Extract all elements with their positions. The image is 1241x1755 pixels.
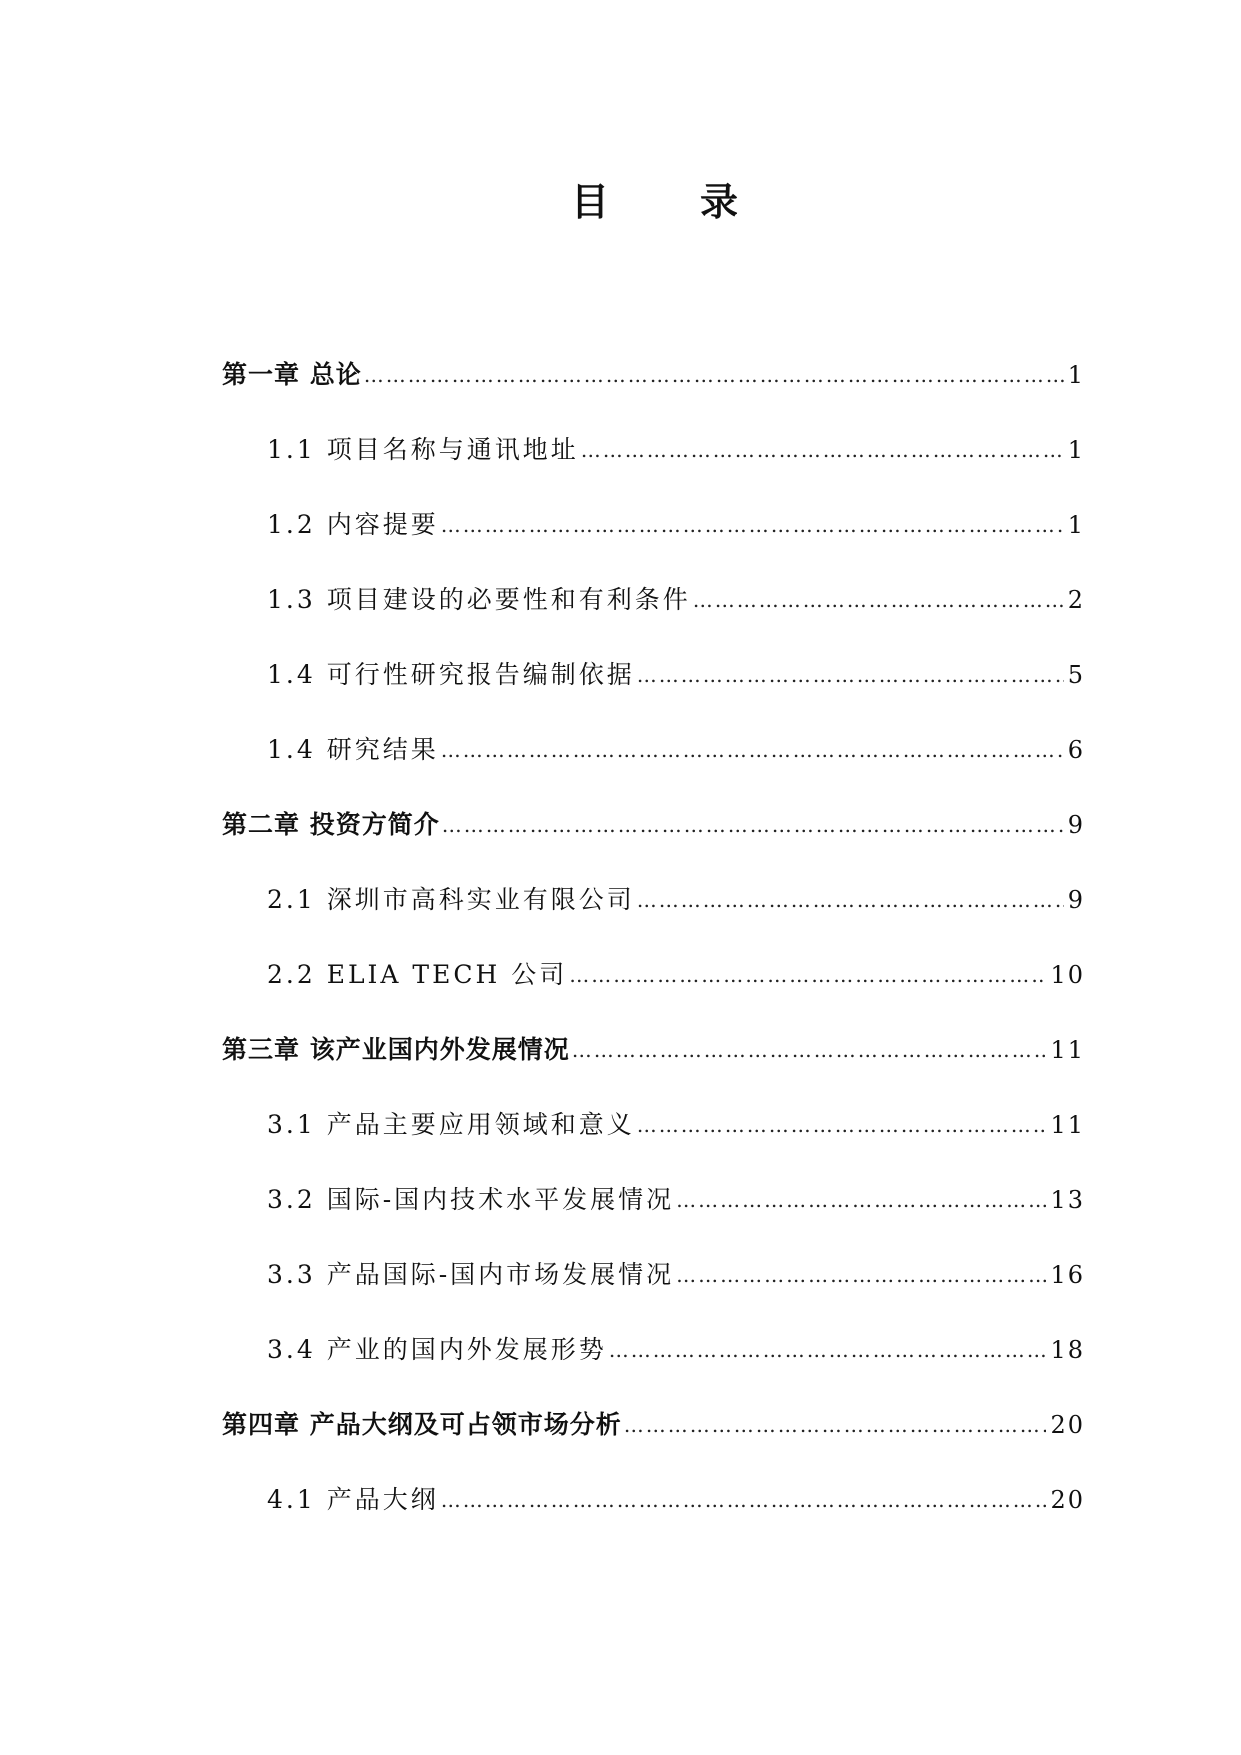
- toc-entry-section-1-1[interactable]: [267, 430, 1085, 470]
- toc-entry-section-1-4b[interactable]: [267, 730, 1085, 770]
- toc-entry-label: 1.4 研究结果: [267, 735, 439, 764]
- toc-entry-label: 3.4 产业的国内外发展形势: [267, 1335, 607, 1364]
- toc-dot-leader: [581, 430, 1064, 470]
- toc-entry-page-number: 10: [1050, 961, 1085, 989]
- toc-dot-leader: [609, 1330, 1047, 1370]
- toc-dot-leader: [441, 505, 1064, 545]
- toc-entry-section-1-3[interactable]: [267, 580, 1085, 620]
- page-title-char-1: 目: [571, 180, 610, 224]
- toc-entry-chapter-3[interactable]: [222, 1030, 1085, 1070]
- toc-dot-leader: [572, 1030, 1047, 1070]
- toc-dot-leader: [364, 355, 1064, 395]
- toc-entry-section-3-3[interactable]: [267, 1255, 1085, 1295]
- toc-entry-label: 3.1 产品主要应用领域和意义: [267, 1110, 635, 1139]
- toc-entry-page-number: 18: [1050, 1336, 1085, 1364]
- toc-dot-leader: [693, 580, 1064, 620]
- toc-entry-chapter-4[interactable]: [222, 1405, 1085, 1445]
- toc-entry-section-1-2[interactable]: [267, 505, 1085, 545]
- toc-entry-label: 1.3 项目建设的必要性和有利条件: [267, 585, 691, 614]
- toc-entry-label: 3.3 产品国际-国内市场发展情况: [267, 1260, 675, 1289]
- toc-entry-page-number: 6: [1067, 736, 1085, 764]
- toc-entry-label: 1.2 内容提要: [267, 510, 439, 539]
- toc-entry-page-number: 2: [1067, 586, 1085, 614]
- toc-entry-label: 2.2 ELIA TECH 公司: [267, 960, 568, 989]
- toc-entry-label: 第四章 产品大纲及可占领市场分析: [222, 1410, 622, 1439]
- toc-entry-page-number: 11: [1050, 1111, 1085, 1139]
- toc-entry-section-2-2[interactable]: [267, 955, 1085, 995]
- toc-dot-leader: [676, 1180, 1046, 1220]
- toc-entry-label: 1.4 可行性研究报告编制依据: [267, 660, 635, 689]
- toc-entry-page-number: 16: [1050, 1261, 1085, 1289]
- toc-entry-page-number: 1: [1067, 436, 1085, 464]
- toc-entry-section-1-4a[interactable]: [267, 655, 1085, 695]
- toc-entry-page-number: 20: [1050, 1486, 1085, 1514]
- toc-dot-leader: [637, 1105, 1047, 1145]
- toc-entry-page-number: 20: [1050, 1411, 1085, 1439]
- toc-entry-page-number: 1: [1067, 511, 1085, 539]
- toc-dot-leader: [637, 655, 1064, 695]
- toc-entry-page-number: 11: [1050, 1036, 1085, 1064]
- toc-entry-label: 第一章 总论: [222, 360, 362, 389]
- toc-dot-leader: [441, 1480, 1047, 1520]
- toc-entry-section-3-2[interactable]: [267, 1180, 1085, 1220]
- toc-entry-page-number: 9: [1067, 886, 1085, 914]
- toc-dot-leader: [637, 880, 1064, 920]
- toc-entry-section-4-1[interactable]: [267, 1480, 1085, 1520]
- toc-entry-label: 4.1 产品大纲: [267, 1485, 439, 1514]
- toc-entry-page-number: 13: [1050, 1186, 1085, 1214]
- toc-entry-label: 1.1 项目名称与通讯地址: [267, 435, 579, 464]
- page-title: [0, 178, 1241, 226]
- toc-entry-label: 3.2 国际-国内技术水平发展情况: [267, 1185, 675, 1214]
- toc-entry-label: 第三章 该产业国内外发展情况: [222, 1035, 570, 1064]
- toc-dot-leader: [676, 1255, 1046, 1295]
- toc-entry-label: 第二章 投资方简介: [222, 810, 440, 839]
- toc-entry-section-2-1[interactable]: [267, 880, 1085, 920]
- toc-entry-label: 2.1 深圳市高科实业有限公司: [267, 885, 635, 914]
- toc-entry-page-number: 1: [1067, 361, 1085, 389]
- toc-entry-section-3-4[interactable]: [267, 1330, 1085, 1370]
- page-title-char-2: 录: [700, 180, 739, 224]
- toc-dot-leader: [441, 730, 1064, 770]
- toc-entry-chapter-2[interactable]: [222, 805, 1085, 845]
- toc-dot-leader: [569, 955, 1046, 995]
- toc-entry-page-number: 9: [1067, 811, 1085, 839]
- toc-dot-leader: [442, 805, 1064, 845]
- toc-entry-section-3-1[interactable]: [267, 1105, 1085, 1145]
- toc-entry-page-number: 5: [1067, 661, 1085, 689]
- toc-dot-leader: [624, 1405, 1047, 1445]
- toc-entry-chapter-1[interactable]: [222, 355, 1085, 395]
